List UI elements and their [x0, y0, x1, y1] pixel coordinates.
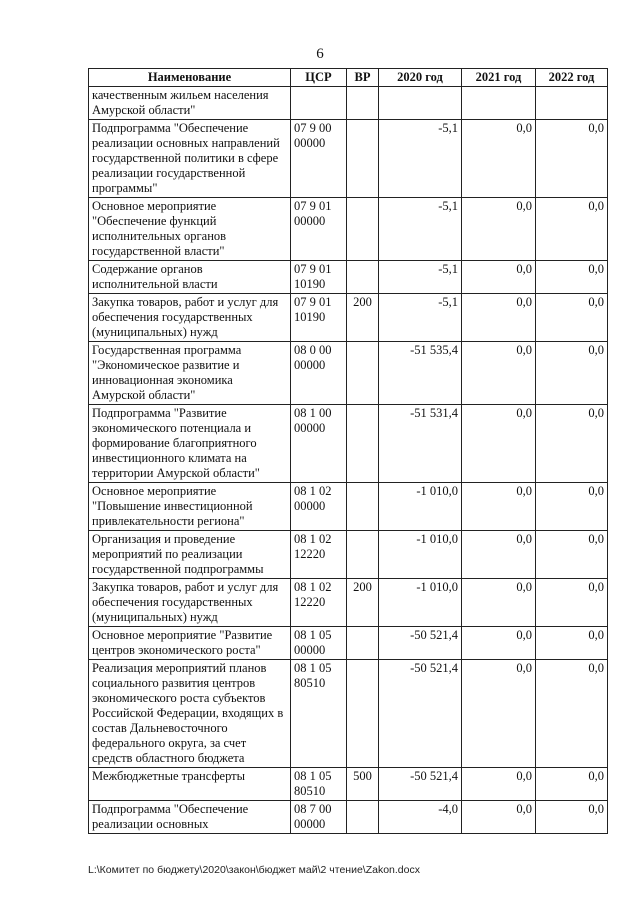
cell-y2022: 0,0: [536, 531, 608, 579]
cell-name: Подпрограмма "Обеспечение реализации основных направлений государственной политики в сфере реализации государственной программы": [89, 120, 291, 198]
cell-y2022: 0,0: [536, 405, 608, 483]
cell-y2022: 0,0: [536, 261, 608, 294]
cell-y2021: [462, 87, 536, 120]
cell-y2020: -1 010,0: [379, 579, 462, 627]
cell-y2021: 0,0: [462, 579, 536, 627]
table-row: [89, 531, 608, 579]
cell-vr: [347, 660, 379, 768]
cell-y2022: 0,0: [536, 342, 608, 405]
cell-vr: [347, 483, 379, 531]
cell-y2020: -50 521,4: [379, 768, 462, 801]
cell-y2021: 0,0: [462, 627, 536, 660]
cell-csr: 08 0 00 00000: [291, 342, 347, 405]
cell-y2021: 0,0: [462, 120, 536, 198]
cell-y2020: -50 521,4: [379, 660, 462, 768]
cell-y2021: 0,0: [462, 261, 536, 294]
page-number: 6: [316, 46, 324, 62]
cell-y2022: 0,0: [536, 483, 608, 531]
cell-y2022: 0,0: [536, 294, 608, 342]
cell-name: Содержание органов исполнительной власти: [89, 261, 291, 294]
cell-name: Основное мероприятие "Обеспечение функций исполнительных органов государственной власти": [89, 198, 291, 261]
cell-y2021: 0,0: [462, 801, 536, 834]
cell-y2020: -5,1: [379, 294, 462, 342]
cell-vr: 200: [347, 294, 379, 342]
cell-y2020: -51 535,4: [379, 342, 462, 405]
cell-name: Межбюджетные трансферты: [89, 768, 291, 801]
table-row: [89, 198, 608, 261]
header-2022: 2022 год: [536, 69, 608, 87]
table-row: [89, 801, 608, 834]
table-row: [89, 768, 608, 801]
cell-csr: 08 7 00 00000: [291, 801, 347, 834]
cell-csr: 07 9 00 00000: [291, 120, 347, 198]
header-vr: ВР: [347, 69, 379, 87]
cell-y2020: -4,0: [379, 801, 462, 834]
header-csr: ЦСР: [291, 69, 347, 87]
header-2020: 2020 год: [379, 69, 462, 87]
cell-y2020: -1 010,0: [379, 531, 462, 579]
cell-csr: [291, 87, 347, 120]
cell-vr: [347, 405, 379, 483]
header-2021: 2021 год: [462, 69, 536, 87]
cell-csr: 07 9 01 10190: [291, 294, 347, 342]
cell-name: Государственная программа "Экономическое развитие и инновационная экономика Амурской области": [89, 342, 291, 405]
cell-y2021: 0,0: [462, 405, 536, 483]
table-row: [89, 342, 608, 405]
cell-name: Подпрограмма "Обеспечение реализации основных: [89, 801, 291, 834]
cell-vr: [347, 198, 379, 261]
table-row: [89, 579, 608, 627]
cell-y2020: -5,1: [379, 120, 462, 198]
cell-y2022: 0,0: [536, 627, 608, 660]
budget-table: [88, 68, 608, 834]
cell-vr: [347, 531, 379, 579]
cell-y2022: 0,0: [536, 801, 608, 834]
cell-name: Основное мероприятие "Развитие центров экономического роста": [89, 627, 291, 660]
cell-y2020: -5,1: [379, 198, 462, 261]
cell-y2021: 0,0: [462, 483, 536, 531]
cell-vr: [347, 261, 379, 294]
cell-y2022: 0,0: [536, 660, 608, 768]
cell-vr: [347, 87, 379, 120]
table-row: [89, 294, 608, 342]
cell-y2021: 0,0: [462, 531, 536, 579]
cell-y2021: 0,0: [462, 768, 536, 801]
cell-y2022: 0,0: [536, 768, 608, 801]
cell-csr: 08 1 05 80510: [291, 768, 347, 801]
cell-y2022: [536, 87, 608, 120]
cell-vr: 500: [347, 768, 379, 801]
cell-csr: 07 9 01 10190: [291, 261, 347, 294]
cell-y2020: -1 010,0: [379, 483, 462, 531]
cell-y2021: 0,0: [462, 198, 536, 261]
cell-y2022: 0,0: [536, 579, 608, 627]
cell-csr: 08 1 02 12220: [291, 579, 347, 627]
cell-y2021: 0,0: [462, 342, 536, 405]
cell-name: Организация и проведение мероприятий по реализации государственной подпрограммы: [89, 531, 291, 579]
cell-vr: 200: [347, 579, 379, 627]
header-name: Наименование: [89, 69, 291, 87]
table-row: [89, 405, 608, 483]
file-path-footer: L:\Комитет по бюджету\2020\закон\бюджет май\2 чтение\Zakon.docx: [88, 864, 420, 876]
cell-y2022: 0,0: [536, 120, 608, 198]
cell-vr: [347, 342, 379, 405]
cell-csr: 08 1 02 12220: [291, 531, 347, 579]
cell-y2020: -5,1: [379, 261, 462, 294]
cell-y2020: -50 521,4: [379, 627, 462, 660]
table-row: [89, 87, 608, 120]
cell-y2020: [379, 87, 462, 120]
table-row: [89, 660, 608, 768]
cell-vr: [347, 801, 379, 834]
cell-name: качественным жильем населения Амурской области": [89, 87, 291, 120]
cell-y2021: 0,0: [462, 660, 536, 768]
cell-name: Основное мероприятие "Повышение инвестиционной привлекательности региона": [89, 483, 291, 531]
cell-csr: 07 9 01 00000: [291, 198, 347, 261]
table-header-row: [89, 69, 608, 87]
cell-vr: [347, 627, 379, 660]
cell-csr: 08 1 05 80510: [291, 660, 347, 768]
cell-y2020: -51 531,4: [379, 405, 462, 483]
cell-name: Реализация мероприятий планов социального развития центров экономического роста субъектов Российской Федерации, входящих в состав Дальневосточного федерального округа, за счет средств областного бюджета: [89, 660, 291, 768]
table-row: [89, 627, 608, 660]
table-row: [89, 483, 608, 531]
cell-y2022: 0,0: [536, 198, 608, 261]
cell-name: Закупка товаров, работ и услуг для обеспечения государственных (муниципальных) нужд: [89, 579, 291, 627]
cell-name: Закупка товаров, работ и услуг для обеспечения государственных (муниципальных) нужд: [89, 294, 291, 342]
cell-name: Подпрограмма "Развитие экономического потенциала и формирование благоприятного инвестиционного климата на территории Амурской области": [89, 405, 291, 483]
table-row: [89, 261, 608, 294]
cell-csr: 08 1 00 00000: [291, 405, 347, 483]
table-row: [89, 120, 608, 198]
cell-csr: 08 1 02 00000: [291, 483, 347, 531]
cell-vr: [347, 120, 379, 198]
cell-y2021: 0,0: [462, 294, 536, 342]
cell-csr: 08 1 05 00000: [291, 627, 347, 660]
